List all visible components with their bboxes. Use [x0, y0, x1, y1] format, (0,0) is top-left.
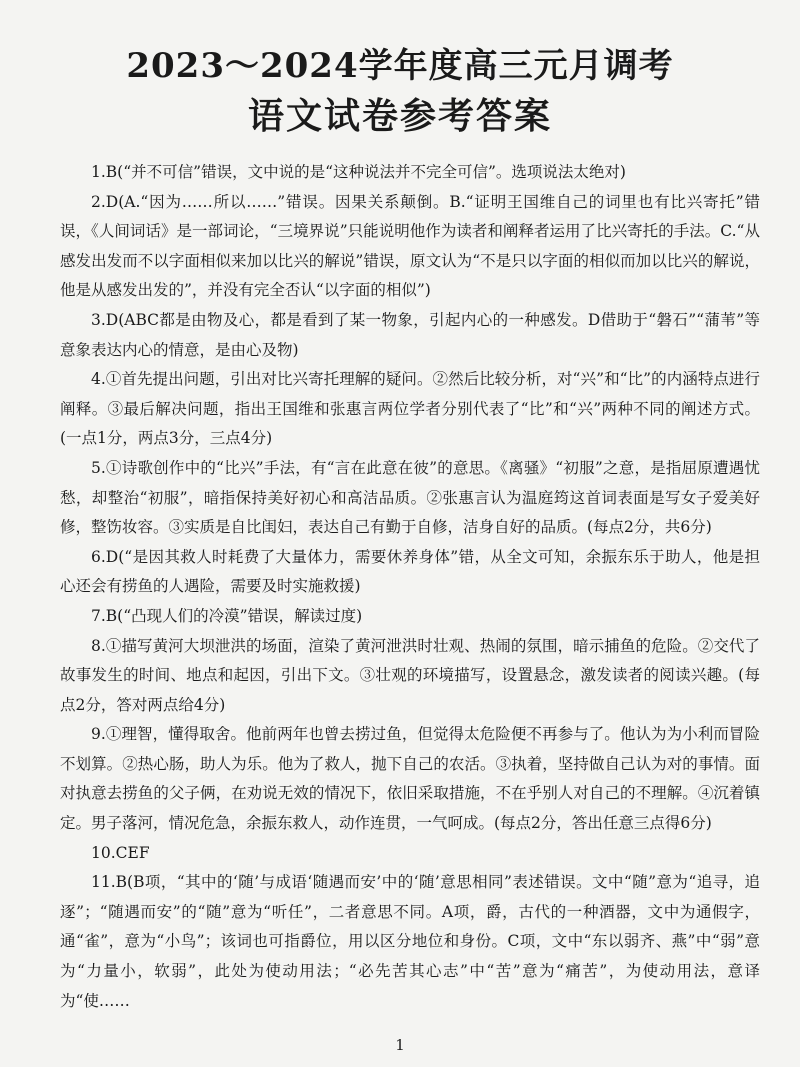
answer-list	[60, 158, 760, 1016]
answer-item-7: 7.B(“凸现人们的冷漠”错误，解读过度)	[91, 606, 363, 625]
answer-item-8: 8.①描写黄河大坝泄洪的场面，渲染了黄河泄洪时壮观、热闹的氛围，暗示捕鱼的危险。②交代了故事发生的时间、地点和起因，引出下文。③壮观的环境描写，设置悬念，激发读者的阅读兴趣。(每点2分，答对两点给4分)	[60, 636, 760, 714]
exam-title: 2023～2024学年度高三元月调考	[126, 46, 674, 86]
answer-item-1: 1.B(“并不可信”错误，文中说的是“这种说法并不完全可信”。选项说法太绝对)	[91, 163, 626, 181]
answer-item-6: 6.D(“是因其救人时耗费了大量体力，需要休养身体”错，从全文可知，余振东乐于助人，他是担心还会有捞鱼的人遇险，需要及时实施救援)	[60, 547, 760, 596]
answer-item-4: 4.①首先提出问题，引出对比兴寄托理解的疑问。②然后比较分析，对“兴”和“比”的内涵特点进行阐释。③最后解决问题，指出王国维和张惠言两位学者分别代表了“比”和“兴”两种不同的阐述方式。(一点1分，两点3分，三点4分)	[60, 370, 760, 448]
answer-item-3: 3.D(ABC都是由物及心，都是看到了某一物象，引起内心的一种感发。D借助于“磐石”“蒲苇”等意象表达内心的情意，是由心及物)	[60, 310, 760, 359]
answer-item-10: 10.CEF	[91, 843, 150, 862]
answer-item-5: 5.①诗歌创作中的“比兴”手法，有“言在此意在彼”的意思。《离骚》“初服”之意，是指屈原遭遇忧愁，却整治“初服”，暗指保持美好初心和高洁品质。②张惠言认为温庭筠这首词表面是写女子爱美好修，整饬妆容。③实质是自比闺妇，表达自己有勤于自修，洁身自好的品质。(每点2分，共6分)	[60, 458, 760, 537]
answer-item-11: 11.B(B项，“其中的‘随’与成语‘随遇而安’中的‘随’意思相同”表述错误。文中“随”意为“追寻，追逐”；“随遇而安”的“随”意为“听任”，二者意思不同。A项，爵，古代的一种酒器，文中为通假字，通“雀”，意为“小鸟”；该词也可指爵位，用以区分地位和身份。C项，文中“东以弱齐、燕”中“弱”意为“力量小，软弱”，此处为使动用法；“必先苦其心志”中“苦”意为“痛苦”，为使动用法，意译为“使……	[60, 873, 760, 1010]
document-subtitle: 语文试卷参考答案	[247, 95, 552, 137]
page-number: 1	[395, 1036, 405, 1054]
answer-item-2: 2.D(A.“因为……所以……”错误。因果关系颠倒。B.“证明王国维自己的词里也有比兴寄托”错误，《人间词话》是一部词论，“三境界说”只能说明他作为读者和阐释者运用了比兴寄托的手法。C.“从感发出发而不以字面相似来加以比兴的解说”错误，原文认为“不是只以字面的相似而加以比兴的解说，他是从感发出发的”，并没有完全否认“以字面的相似”)	[60, 192, 760, 300]
answer-item-9: 9.①理智，懂得取舍。他前两年也曾去捞过鱼，但觉得太危险便不再参与了。他认为为小利而冒险不划算。②热心肠，助人为乐。他为了救人，抛下自己的农活。③执着，坚持做自己认为对的事情。面对执意去捞鱼的父子俩，在劝说无效的情况下，依旧采取措施，不在乎别人对自己的不理解。④沉着镇定。男子落河，情况危急，余振东救人，动作连贯，一气呵成。(每点2分，答出任意三点得6分)	[60, 725, 760, 833]
